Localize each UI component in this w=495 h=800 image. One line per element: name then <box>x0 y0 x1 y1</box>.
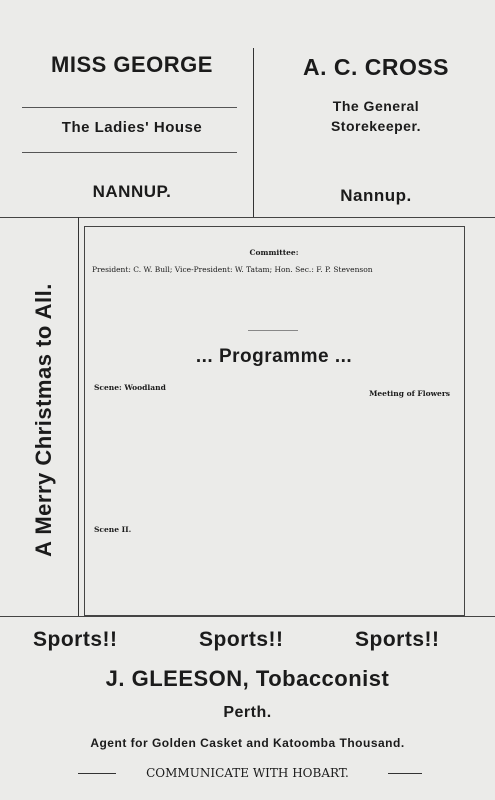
gleeson-name: J. GLEESON, Tobacconist <box>105 666 390 691</box>
ad-right-line2: Storekeeper. <box>330 118 422 134</box>
top-divider <box>253 48 254 218</box>
ad-right-name: A. C. CROSS <box>302 54 450 80</box>
ad-right-line1: The General <box>332 98 420 114</box>
committee-heading: Committee: <box>249 248 299 257</box>
ad-left-name: MISS GEORGE <box>51 52 213 77</box>
scene1-right: Meeting of Flowers <box>369 389 450 398</box>
banner-divider <box>78 217 79 617</box>
section-rule-1 <box>0 217 495 218</box>
ad-left-town: NANNUP. <box>92 182 172 201</box>
side-banner: A Merry Christmas to All. <box>31 283 56 557</box>
ad-left-rule-top <box>22 107 237 108</box>
scene2-label: Scene II. <box>94 525 132 534</box>
scene1-label: Scene: Woodland <box>94 383 166 392</box>
committee-line1: President: C. W. Bull; Vice-President: W. Tatam; Hon. Sec.: F. P. Stevenson <box>92 265 373 274</box>
programme-box <box>84 226 465 616</box>
ad-left-rule-bottom <box>22 152 237 153</box>
agent-line: Agent for Golden Casket and Katoomba Thousand. <box>90 736 405 750</box>
gleeson-town: Perth. <box>223 704 272 721</box>
sports-1: Sports!! <box>33 628 118 651</box>
ad-right-town: Nannup. <box>340 186 412 205</box>
programme-title: ... Programme ... <box>195 346 353 367</box>
committee-rule <box>248 330 298 331</box>
communicate-line: COMMUNICATE WITH HOBART. <box>146 766 349 780</box>
sports-3: Sports!! <box>355 628 440 651</box>
section-rule-2 <box>0 616 495 617</box>
communicate-rule-right <box>388 773 422 774</box>
sports-2: Sports!! <box>199 628 284 651</box>
ad-left-line: The Ladies' House <box>61 119 203 136</box>
